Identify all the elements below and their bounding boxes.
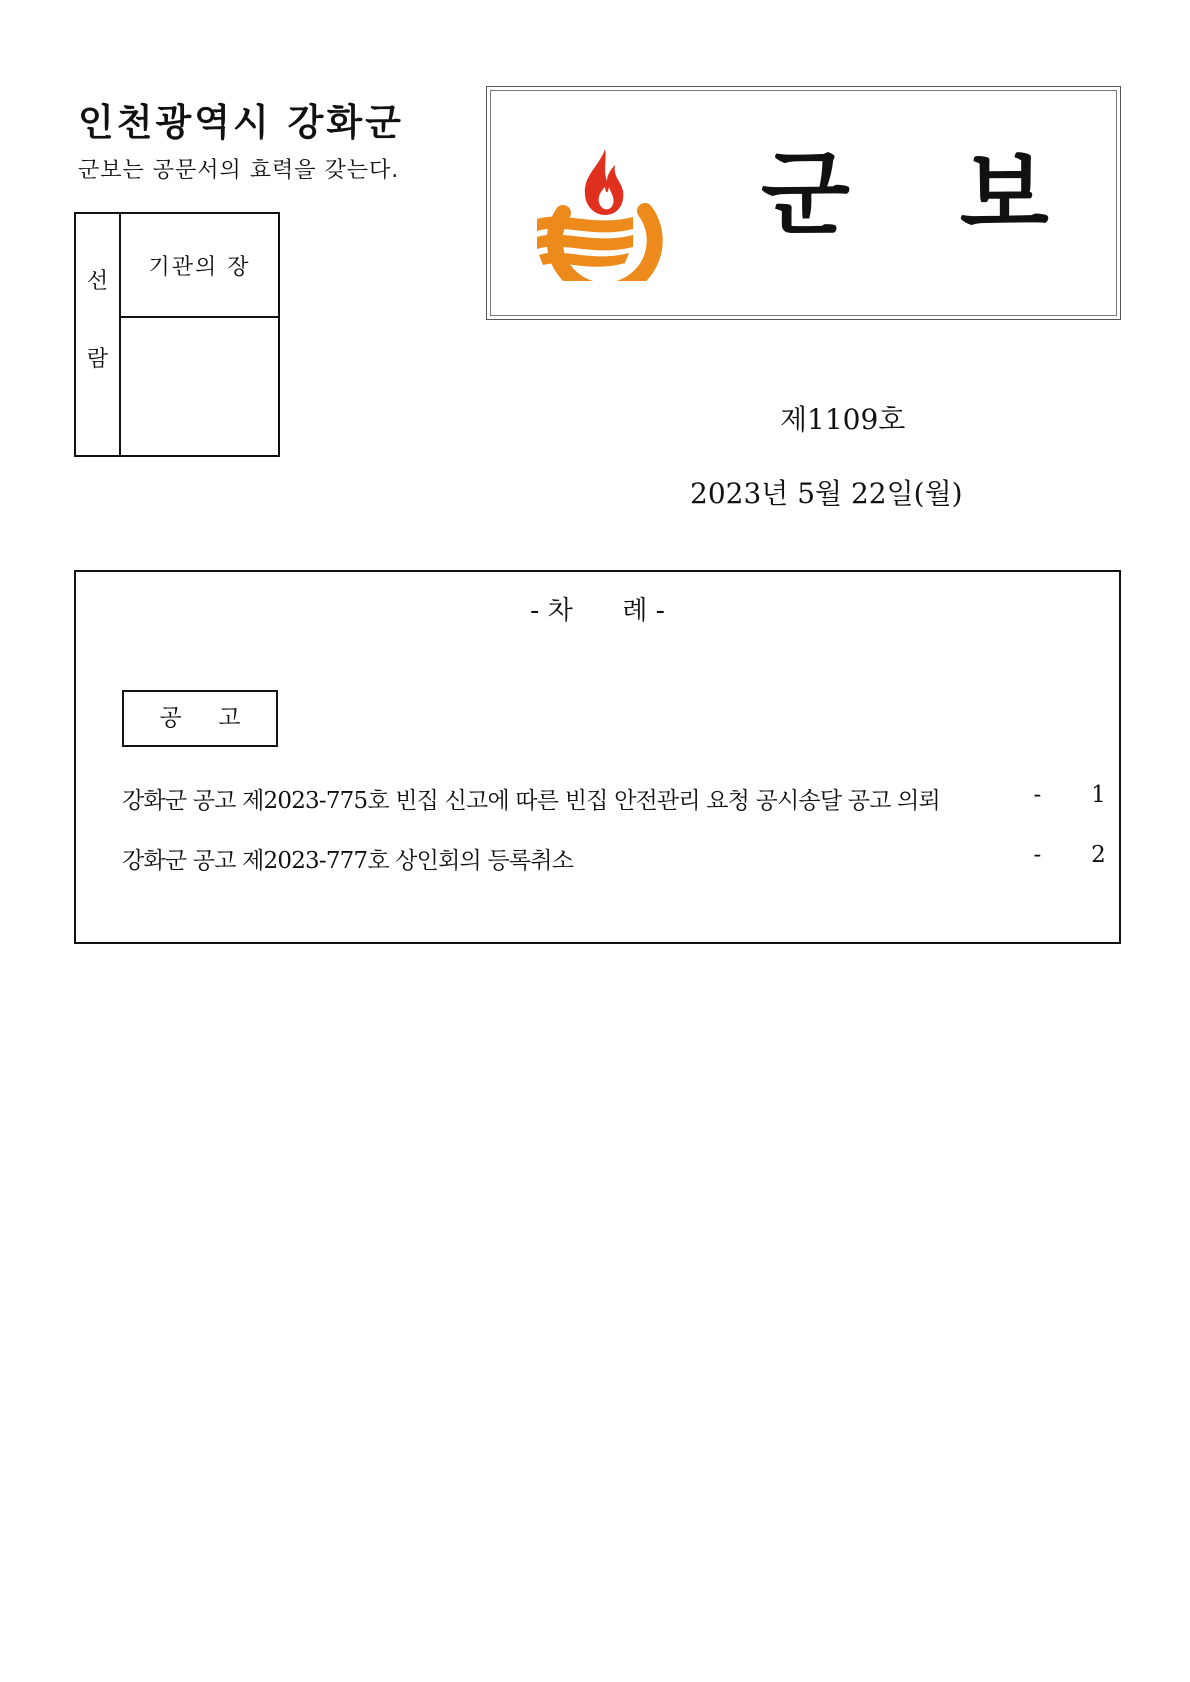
circulation-side-char: 람 bbox=[86, 347, 109, 372]
toc-entry-title[interactable]: 강화군 공고 제2023-777호 상인회의 등록취소 bbox=[122, 848, 574, 874]
table-of-contents bbox=[74, 570, 1121, 944]
masthead-title: 군보 bbox=[761, 141, 1159, 248]
toc-entry-page: 1 bbox=[1091, 782, 1105, 808]
toc-title: - 차 례 - bbox=[529, 596, 666, 626]
toc-entry-dash: - bbox=[1033, 842, 1041, 868]
gangwha-county-emblem-icon bbox=[533, 141, 663, 281]
masthead bbox=[486, 86, 1159, 320]
gazette-subtitle: 군보는 공문서의 효력을 갖는다. bbox=[78, 158, 400, 183]
circulation-side-char: 선 bbox=[86, 269, 109, 294]
toc-entry-dash: - bbox=[1033, 782, 1041, 808]
toc-entry-page: 2 bbox=[1091, 842, 1105, 868]
circulation-side-column bbox=[76, 214, 121, 455]
issue-date: 2023년 5월 22일(월) bbox=[690, 477, 963, 510]
masthead-inner-frame bbox=[490, 90, 1159, 316]
circulation-box bbox=[74, 212, 280, 457]
organization-title: 인천광역시 강화군 bbox=[78, 101, 404, 144]
toc-entry-title[interactable]: 강화군 공고 제2023-775호 빈집 신고에 따른 빈집 안전관리 요청 공시송달 공고 의뢰 bbox=[122, 788, 940, 814]
section-label-notice: 공 고 bbox=[122, 690, 278, 747]
circulation-header-label: 기관의 장 bbox=[121, 214, 278, 318]
toc-entry[interactable] bbox=[122, 842, 1112, 876]
toc-entry[interactable] bbox=[122, 782, 1112, 816]
issue-number: 제1109호 bbox=[780, 403, 906, 436]
